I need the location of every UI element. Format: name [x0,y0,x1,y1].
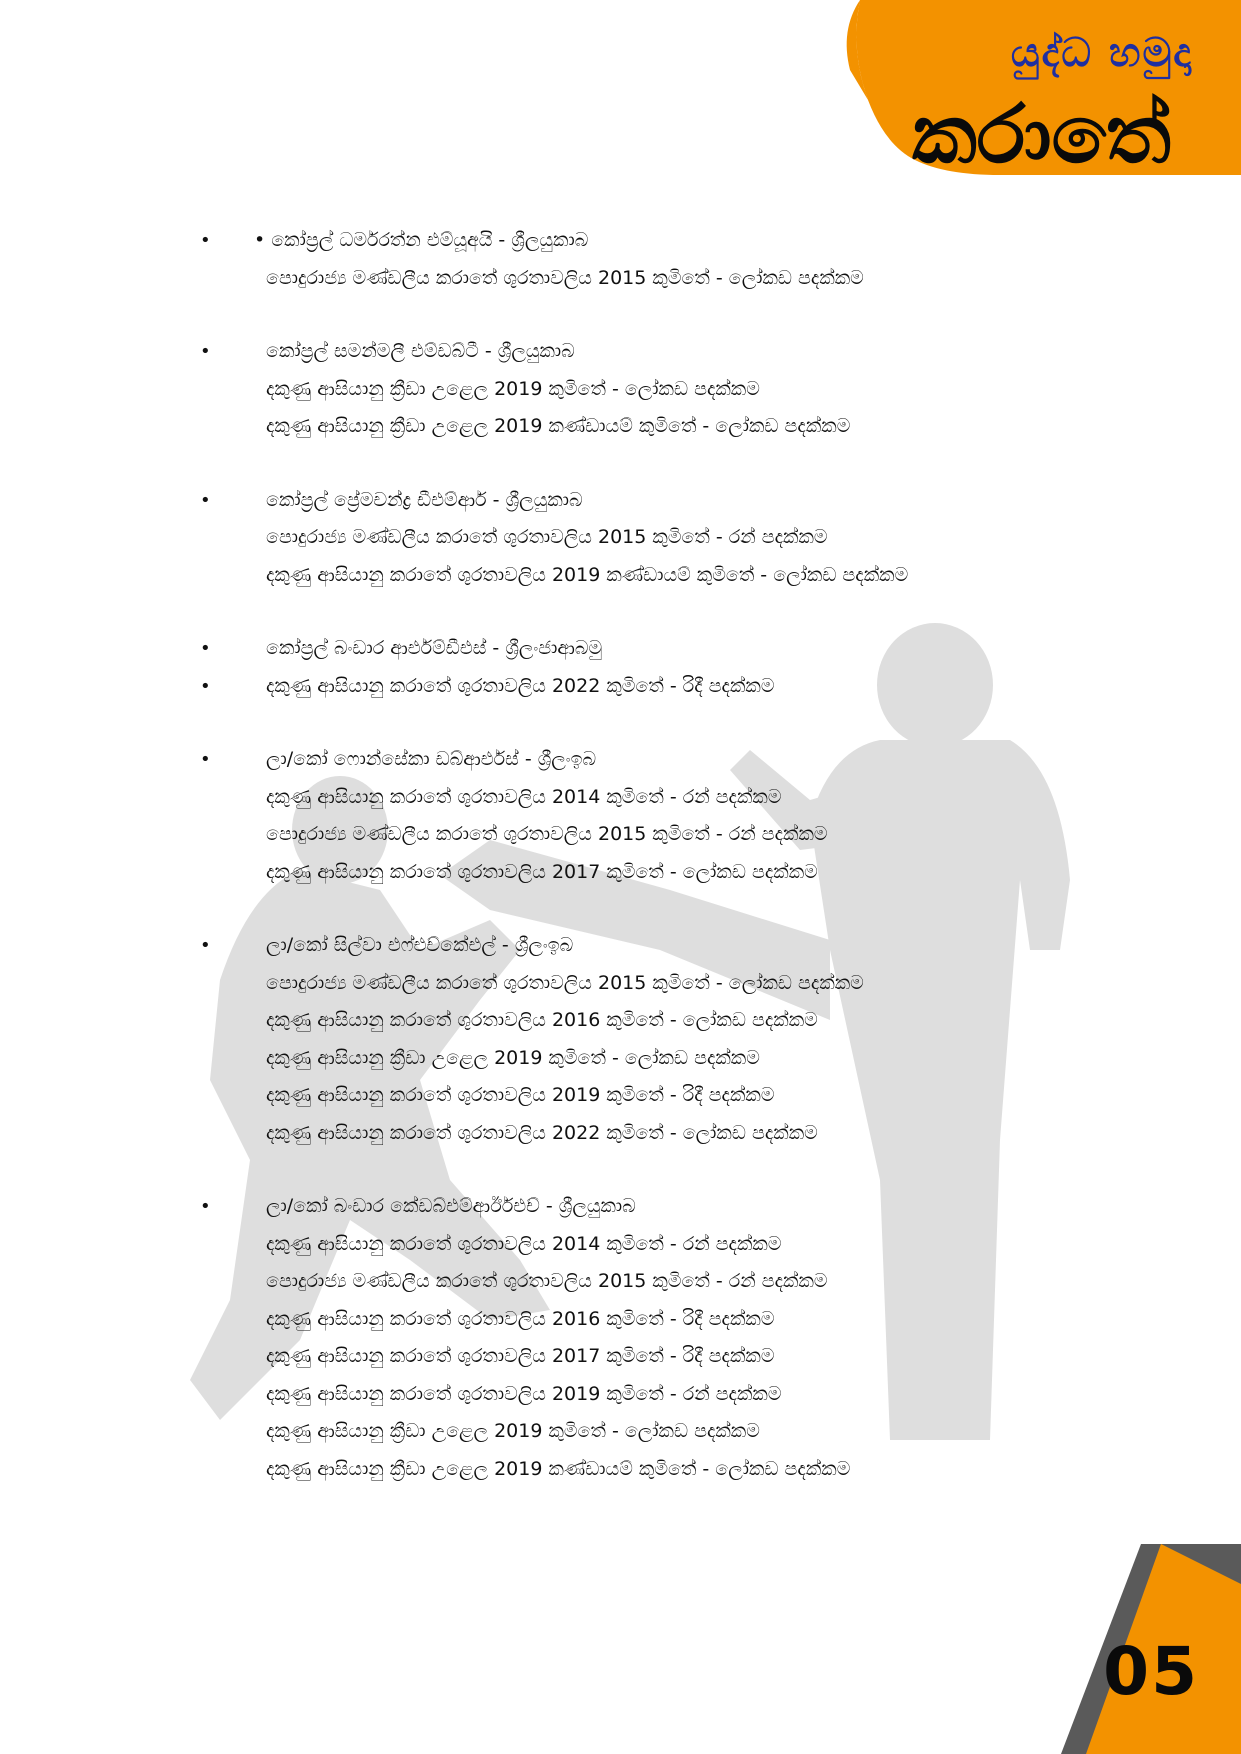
list-item-text: ලා/කෝ ෆොන්සේකා ඩබ්ආර්එස් - ශ්‍රීලංඉබ [266,748,597,770]
list-item-text: දකුණු ආසියානු කරාතේ ශුරතාවලිය 2022 කුමිතේ - ලෝකඩ පදක්කම [266,1121,818,1144]
list-item-text: පොදුරාජ්‍ය මණ්ඩලීය කරාතේ ශුරතාවලිය 2015 කුමිතේ - රන් පදක්කම [266,1270,828,1292]
list-item-text: දකුණු ආසියානු කරාතේ ශුරතාවලිය 2022 කුමිතේ - රිදී පදක්කම [266,674,775,697]
entry-medal-line [200,1115,1160,1153]
entry-name-line [200,222,1160,260]
list-item-text: දකුණු ආසියානු කරාතේ ශුරතාවලිය 2019 කුමිතේ - රිදී පදක්කම [266,1084,775,1106]
list-item-text: දකුණු ආසියානු කරාතේ ශුරතාවලිය 2016 කුමිතේ - ලෝකඩ පදක්කම [266,1009,818,1031]
entry-name-line [200,482,1160,520]
entry-medal-line [200,1002,1160,1040]
list-item-text: පොදුරාජ්‍ය මණ්ඩලීය කරාතේ ශුරතාවලිය 2015 කුමිතේ - ලෝකඩ පදක්කම [266,971,864,994]
achievement-entry [200,482,1160,595]
achievement-entry [200,630,1160,705]
list-item-text: දකුණු ආසියානු ක්‍රීඩා උළෙල 2019 කුමිතේ - ලෝකඩ පදක්කම [266,1420,760,1442]
entry-medal-line [200,557,1160,595]
entry-medal-line [200,854,1160,892]
list-item-text: දකුණු ආසියානු ක්‍රීඩා උළෙල 2019 කණ්ඩායම් කුමිතේ - ලෝකඩ පදක්කම [266,1457,851,1480]
bullet-icon: • [200,935,211,956]
entry-medal-line [200,1376,1160,1414]
list-item-text: දකුණු ආසියානු කරාතේ ශුරතාවලිය 2014 කුමිතේ - රන් පදක්කම [266,1232,782,1255]
entry-medal-line [200,668,1160,706]
entry-medal-line [200,1413,1160,1451]
entry-medal-line [200,260,1160,298]
list-item-text: දකුණු ආසියානු ක්‍රීඩා උළෙල 2019 කුමිතේ - ලෝකඩ පදක්කම [266,377,760,400]
list-item-text: දකුණු ආසියානු කරාතේ ශුරතාවලිය 2019 කුමිතේ - රන් පදක්කම [266,1382,782,1405]
entry-medal-line [200,779,1160,817]
bullet-icon: • [200,341,211,362]
entry-medal-line [200,965,1160,1003]
page-number: 05 [1103,1633,1199,1710]
entry-name-line [200,333,1160,371]
entry-medal-line [200,1263,1160,1301]
list-item-text: දකුණු ආසියානු ක්‍රීඩා උළෙල 2019 කණ්ඩායම් කුමිතේ - ලෝකඩ පදක්කම [266,415,851,437]
header-subtitle: යුද්ධ හමුදා [1010,30,1193,76]
entry-medal-line [200,1040,1160,1078]
list-item-text: දකුණු ආසියානු කරාතේ ශුරතාවලිය 2017 කුමිතේ - රිදී පදක්කම [266,1345,775,1367]
entry-name-line [200,1188,1160,1226]
entry-medal-line [200,816,1160,854]
bullet-icon: • [200,675,211,697]
list-item-text: කෝප්‍රල් ප්‍රේමචන්ද්‍ර ඩීඑම්ආර් - ශ්‍රීලයුකාබ [266,488,583,511]
page-title: කරාතේ [911,88,1171,181]
entry-name-line [200,741,1160,779]
inline-bullet-icon: • [254,229,266,251]
entry-medal-line [200,1226,1160,1264]
bullet-icon: • [200,230,211,251]
list-item-text: ලා/කෝ බංඩාර කේඩබ්එම්ආර්ඊඑච් - ශ්‍රීලයුකාබ [266,1195,636,1217]
bullet-icon: • [200,749,211,770]
list-item-text: කෝප්‍රල් බංඩාර ආර්එම්ඩීඑස් - ශ්‍රීලංජාආබමු [266,637,603,659]
bullet-icon: • [200,1196,211,1217]
achievement-entry [200,927,1160,1152]
list-item-text: දකුණු ආසියානු කරාතේ ශුරතාවලිය 2017 කුමිතේ - ලෝකඩ පදක්කම [266,860,818,883]
list-item-text: දකුණු ආසියානු කරාතේ ශුරතාවලිය 2016 කුමිතේ - රිදී පදක්කම [266,1307,775,1330]
list-item-text: ලා/කෝ සිල්වා එෆ්එච්කේඑල් - ශ්‍රීලංඉබ [266,934,574,956]
list-item-text: දකුණු ආසියානු කරාතේ ශුරතාවලිය 2019 කණ්ඩායම් කුමිතේ - ලෝකඩ පදක්කම [266,563,909,586]
entry-medal-line [200,1077,1160,1115]
entry-medal-line [200,519,1160,557]
entry-medal-line [200,408,1160,446]
entry-medal-line [200,1451,1160,1489]
list-item-text: කෝප්‍රල් සමන්මලී එම්ඩබ්ටී - ශ්‍රීලයුකාබ [266,340,575,362]
entry-medal-line [200,1338,1160,1376]
bullet-icon: • [200,638,211,659]
achievement-entry [200,741,1160,891]
list-item-text: පොදුරාජ්‍ය මණ්ඩලීය කරාතේ ශුරතාවලිය 2015 කුමිතේ - රන් පදක්කම [266,823,828,845]
entry-name-line [200,927,1160,965]
list-item-text: දකුණු ආසියානු ක්‍රීඩා උළෙල 2019 කුමිතේ - ලෝකඩ පදක්කම [266,1046,760,1069]
list-item-text: පොදුරාජ්‍ය මණ්ඩලීය කරාතේ ශුරතාවලිය 2015 කුමිතේ - ලෝකඩ පදක්කම [266,266,864,289]
achievement-entry [200,333,1160,446]
entry-medal-line [200,371,1160,409]
list-item-text: කෝප්‍රල් ධර්මරත්න එම්යූඅයි - ශ්‍රීලයුකාබ [271,229,589,251]
achievements-list [200,222,1160,1524]
list-item-text: පොදුරාජ්‍ය මණ්ඩලීය කරාතේ ශුරතාවලිය 2015 කුමිතේ - රන් පදක්කම [266,526,828,548]
achievement-entry [200,222,1160,297]
list-item-text: දකුණු ආසියානු කරාතේ ශුරතාවලිය 2014 කුමිතේ - රන් පදක්කම [266,785,782,808]
entry-name-line [200,630,1160,668]
bullet-icon: • [200,489,211,511]
entry-medal-line [200,1301,1160,1339]
achievement-entry [200,1188,1160,1488]
